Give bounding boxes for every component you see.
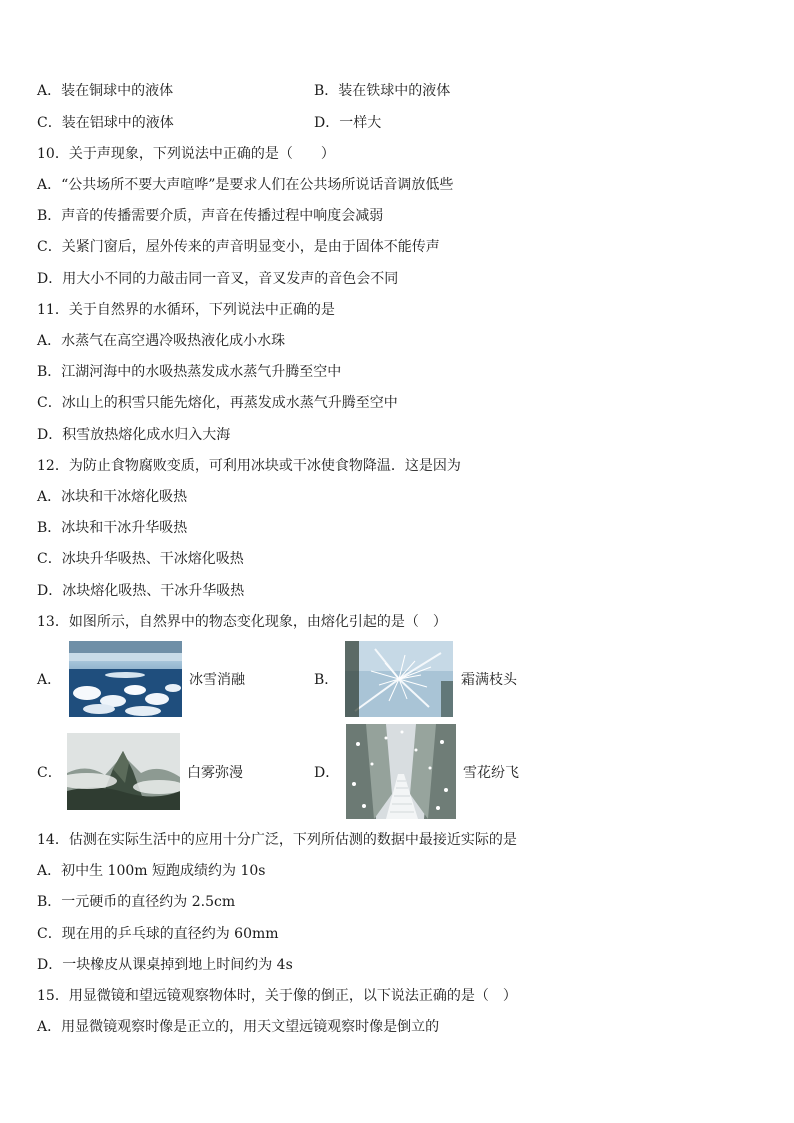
q10-stem: 10．关于声现象，下列说法中正确的是（ ）	[37, 146, 335, 162]
q11-option-d: D．积雪放热熔化成水归入大海	[37, 427, 231, 443]
q13-option-d-label: D．	[314, 765, 340, 781]
q12-option-c: C．冰块升华吸热、干冰熔化吸热	[37, 551, 244, 567]
frost-branches-image	[345, 641, 453, 717]
melting-snow-image	[69, 641, 182, 717]
q14-option-d: D．一块橡皮从课桌掉到地上时间约为 4s	[37, 957, 293, 973]
q14-stem: 14．估测在实际生活中的应用十分广泛，下列所估测的数据中最接近实际的是	[37, 832, 517, 848]
q13-option-c-label: C．	[37, 765, 62, 781]
q11-option-a: A．水蒸气在高空遇冷吸热液化成小水珠	[37, 333, 286, 349]
q14-option-a: A．初中生 100m 短跑成绩约为 10s	[37, 863, 266, 879]
q15-option-a: A．用显微镜观察时像是正立的，用天文望远镜观察时像是倒立的	[37, 1019, 440, 1035]
q9-option-a: A．装在铜球中的液体	[37, 83, 174, 99]
q10-option-a: A．“公共场所不要大声喧哗”是要求人们在公共场所说话音调放低些	[37, 177, 454, 193]
q13-option-a-label: A．	[37, 672, 62, 688]
q10-option-d: D．用大小不同的力敲击同一音叉，音叉发声的音色会不同	[37, 271, 399, 287]
q12-option-b: B．冰块和干冰升华吸热	[37, 520, 188, 536]
q9-option-b: B．装在铁球中的液体	[314, 83, 451, 99]
q12-option-d: D．冰块熔化吸热、干冰升华吸热	[37, 583, 245, 599]
q11-option-c: C．冰山上的积雪只能先熔化，再蒸发成水蒸气升腾至空中	[37, 395, 398, 411]
q13-option-a-caption: 冰雪消融	[189, 672, 245, 688]
snowfall-image	[346, 724, 456, 819]
q13-option-b-caption: 霜满枝头	[461, 672, 517, 688]
q12-option-a: A．冰块和干冰熔化吸热	[37, 489, 188, 505]
q14-option-b: B．一元硬币的直径约为 2.5cm	[37, 894, 236, 910]
q13-option-b-label: B．	[314, 672, 339, 688]
q10-option-c: C．关紧门窗后，屋外传来的声音明显变小，是由于固体不能传声	[37, 239, 440, 255]
q11-option-b: B．江湖河海中的水吸热蒸发成水蒸气升腾至空中	[37, 364, 342, 380]
q15-stem: 15．用显微镜和望远镜观察物体时，关于像的倒正，以下说法正确的是（ ）	[37, 988, 517, 1004]
q13-stem: 13．如图所示，自然界中的物态变化现象，由熔化引起的是（ ）	[37, 614, 447, 630]
q12-stem: 12．为防止食物腐败变质，可利用冰块或干冰使食物降温．这是因为	[37, 458, 461, 474]
q13-option-d-caption: 雪花纷飞	[463, 765, 519, 781]
q10-option-b: B．声音的传播需要介质，声音在传播过程中响度会减弱	[37, 208, 384, 224]
q13-option-c-caption: 白雾弥漫	[187, 765, 243, 781]
q11-stem: 11．关于自然界的水循环，下列说法中正确的是	[37, 302, 335, 318]
q14-option-c: C．现在用的乒乓球的直径约为 60mm	[37, 926, 279, 942]
q9-option-c: C．装在铝球中的液体	[37, 115, 174, 131]
misty-mountain-image	[67, 733, 180, 810]
q9-option-d: D．一样大	[314, 115, 382, 131]
